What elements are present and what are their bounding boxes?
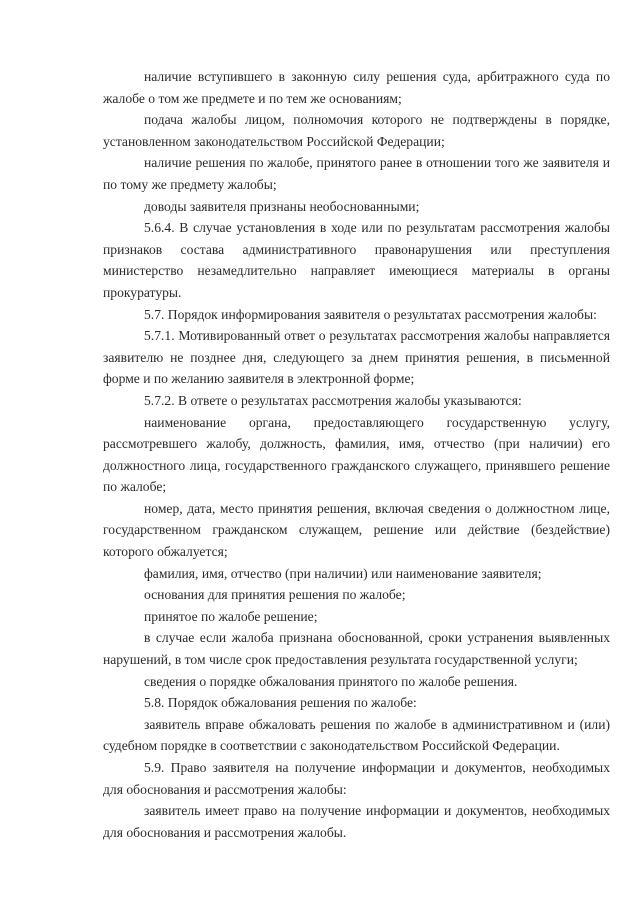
paragraph: в случае если жалоба признана обоснованной, сроки устранения выявленных нарушений, в том числе срок предоставления результата государственной услуги;	[103, 630, 610, 668]
paragraph: наличие вступившего в законную силу решения суда, арбитражного суда по жалобе о том же предмете и по тем же основаниям;	[103, 69, 610, 106]
paragraph: номер, дата, место принятия решения, включая сведения о должностном лице, государственном гражданском служащем, решение или действие (бездействие) которого обжалуется;	[103, 500, 610, 560]
paragraph: наличие решения по жалобе, принятого ранее в отношении того же заявителя и по тому же предмету жалобы;	[103, 155, 610, 192]
paragraph: 5.7.2. В ответе о результатах рассмотрения жалобы указываются:	[144, 392, 522, 408]
paragraph: фамилия, имя, отчество (при наличии) или наименование заявителя;	[144, 565, 542, 581]
paragraph: 5.8. Порядок обжалования решения по жалобе:	[144, 695, 417, 711]
paragraph: 5.6.4. В случае установления в ходе или по результатам рассмотрения жалобы признаков состава административного правонарушения или преступления министерство незамедлительно направляет имеющиеся материалы в органы прокуратуры.	[103, 220, 610, 300]
paragraph: 5.9. Право заявителя на получение информации и документов, необходимых для обоснования и рассмотрения жалобы:	[103, 760, 610, 797]
paragraph: заявитель имеет право на получение информации и документов, необходимых для обоснования и рассмотрения жалобы.	[103, 803, 610, 840]
paragraph: 5.7.1. Мотивированный ответ о результатах рассмотрения жалобы направляется заявителю не позднее дня, следующего за днем принятия решения, в письменной форме и по желанию заявителя в электронной форме;	[103, 328, 610, 387]
paragraph: основания для принятия решения по жалобе;	[144, 587, 406, 603]
paragraph: сведения о порядке обжалования принятого по жалобе решения.	[144, 673, 518, 689]
paragraph: принятое по жалобе решение;	[144, 608, 318, 624]
paragraph: наименование органа, предоставляющего государственную услугу, рассмотревшего жалобу, должность, фамилия, имя, отчество (при наличии) его должностного лица, государственного гражданского служащего, принявшего решение по жалобе;	[103, 414, 610, 495]
paragraph: 5.7. Порядок информирования заявителя о результатах рассмотрения жалобы:	[144, 306, 597, 322]
paragraph: подача жалобы лицом, полномочия которого не подтверждены в порядке, установленном законодательством Российской Федерации;	[103, 112, 610, 149]
paragraph: заявитель вправе обжаловать решения по жалобе в административном и (или) судебном порядке в соответствии с законодательством Российской Федерации.	[103, 716, 610, 754]
paragraph: доводы заявителя признаны необоснованными;	[144, 198, 420, 214]
